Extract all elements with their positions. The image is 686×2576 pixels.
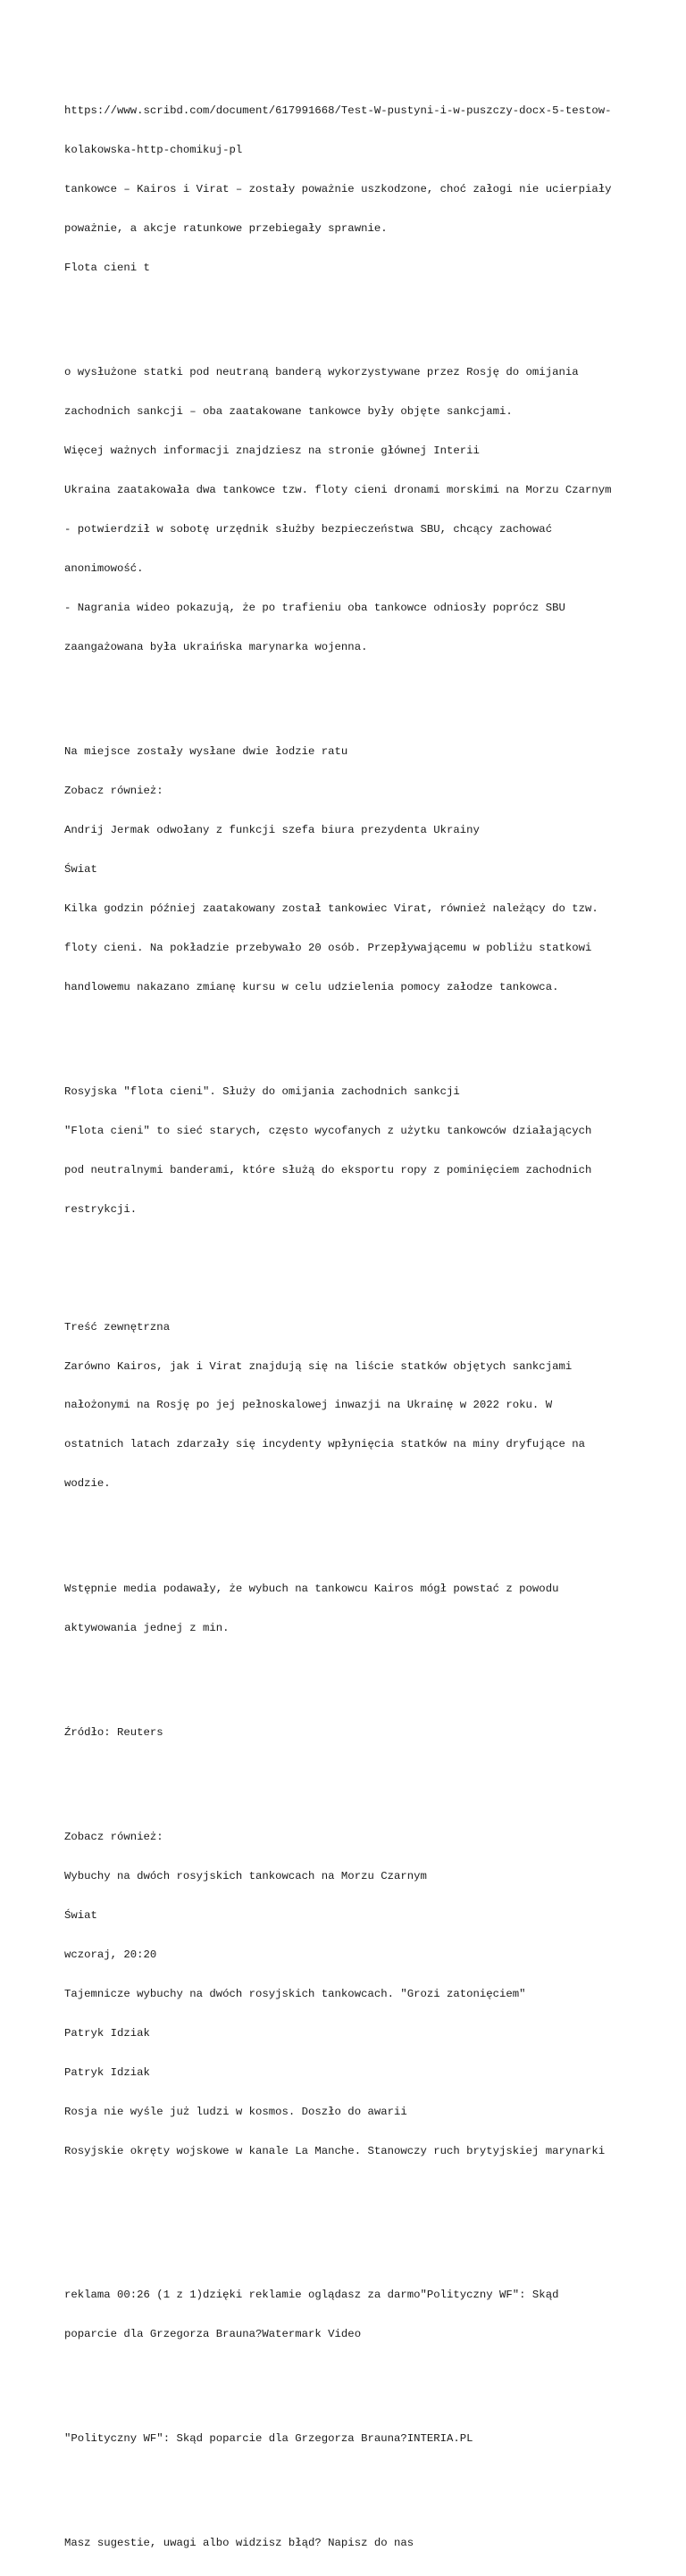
paragraph-gap xyxy=(64,1674,636,1687)
paragraph-line: wodzie. xyxy=(64,1477,111,1491)
ad-caption: reklama 00:26 (1 z 1)dzięki reklamie oglądasz za darmo"Polityczny WF": Skąd xyxy=(64,2288,559,2301)
paragraph-line: Na miejsce zostały wysłane dwie łodzie ratu xyxy=(64,744,348,758)
paragraph-gap xyxy=(64,693,636,706)
section-gap xyxy=(64,2197,636,2249)
paragraph-line: handlowemu nakazano zmianę kursu w celu udzielenia pomocy załodze tankowca. xyxy=(64,980,559,993)
see-also-label: Zobacz również: xyxy=(64,784,163,797)
related-article-link[interactable]: Rosja nie wyśle już ludzi w kosmos. Doszło do awarii xyxy=(64,2105,407,2118)
paragraph-gap xyxy=(64,2380,636,2393)
paragraph-line: o wysłużone statki pod neutraną banderą wykorzystywane przez Rosję do omijania xyxy=(64,366,579,378)
feedback-link[interactable]: Masz sugestie, uwagi albo widzisz błąd? Napisz do nas xyxy=(64,2537,414,2550)
intro-line: Flota cieni t xyxy=(64,261,150,274)
external-content-label: Treść zewnętrzna xyxy=(64,1320,171,1334)
source-url-line-1[interactable]: https://www.scribd.com/document/617991668/Test-W-pustyni-i-w-puszczy-docx-5-testow- xyxy=(64,104,612,117)
category-label: Świat xyxy=(64,1908,97,1922)
paragraph-line: "Flota cieni" to sieć starych, często wycofanych z użytku tankowców działających xyxy=(64,1124,592,1137)
paragraph-line: floty cieni. Na pokładzie przebywało 20 osób. Przepływającemu w pobliżu statkowi xyxy=(64,941,592,954)
paragraph-gap xyxy=(64,1255,636,1281)
ad-caption: poparcie dla Grzegorza Brauna?Watermark Video xyxy=(64,2327,362,2340)
timestamp: wczoraj, 20:20 xyxy=(64,1948,157,1961)
paragraph-line: restrykcji. xyxy=(64,1202,138,1216)
paragraph-line: - potwierdził w sobotę urzędnik służby bezpieczeństwa SBU, chcący zachować xyxy=(64,522,553,536)
interia-link[interactable]: Więcej ważnych informacji znajdziesz na stronie głównej Interii xyxy=(64,444,480,457)
related-article-link[interactable]: Wybuchy na dwóch rosyjskich tankowcach na Morzu Czarnym xyxy=(64,1869,427,1882)
video-title-link[interactable]: "Polityczny WF": Skąd poparcie dla Grzegorza Brauna?INTERIA.PL xyxy=(64,2431,473,2445)
paragraph-line: - Nagrania wideo pokazują, że po trafieniu oba tankowce odniosły poprócz SBU xyxy=(64,601,565,614)
section-heading: Rosyjska "flota cieni". Służy do omijania zachodnich sankcji xyxy=(64,1084,460,1098)
paragraph-gap xyxy=(64,1778,636,1791)
source-url-line-2[interactable]: kolakowska-http-chomikuj-pl xyxy=(64,143,243,156)
document-page xyxy=(64,65,636,2576)
intro-line: tankowce – Kairos i Virat – zostały poważnie uszkodzone, choć załogi nie ucierpiały xyxy=(64,182,612,195)
paragraph-gap xyxy=(64,1530,636,1543)
source-attribution: Źródło: Reuters xyxy=(64,1725,163,1739)
paragraph-line: Wstępnie media podawały, że wybuch na tankowcu Kairos mógł powstać z powodu xyxy=(64,1582,559,1595)
related-article-link[interactable]: Andrij Jermak odwołany z funkcji szefa biura prezydenta Ukrainy xyxy=(64,823,480,836)
author-name[interactable]: Patryk Idziak xyxy=(64,2065,150,2079)
paragraph-line: zaangażowana była ukraińska marynarka wojenna. xyxy=(64,640,368,653)
paragraph-line: pod neutralnymi banderami, które służą do eksportu ropy z pominięciem zachodnich xyxy=(64,1163,592,1176)
paragraph-line: Zarówno Kairos, jak i Virat znajdują się na liście statków objętych sankcjami xyxy=(64,1359,573,1373)
related-article-link[interactable]: Tajemnicze wybuchy na dwóch rosyjskich tankowcach. "Grozi zatonięciem" xyxy=(64,1987,526,2000)
paragraph-gap xyxy=(64,1033,636,1046)
paragraph-line: ostatnich latach zdarzały się incydenty wpłynięcia statków na miny dryfujące na xyxy=(64,1438,585,1451)
paragraph-line: Ukraina zaatakowała dwa tankowce tzw. floty cieni dronami morskimi na Morzu Czarnym xyxy=(64,483,612,496)
see-also-label: Zobacz również: xyxy=(64,1830,163,1843)
category-label: Świat xyxy=(64,862,97,876)
paragraph-line: aktywowania jednej z min. xyxy=(64,1621,230,1634)
paragraph-line: Kilka godzin później zaatakowany został tankowiec Virat, również należący do tzw. xyxy=(64,902,598,915)
intro-line: poważnie, a akcje ratunkowe przebiegały sprawnie. xyxy=(64,221,388,235)
related-article-link[interactable]: Rosyjskie okręty wojskowe w kanale La Manche. Stanowczy ruch brytyjskiej marynarki xyxy=(64,2144,606,2157)
paragraph-gap xyxy=(64,313,636,327)
author-name[interactable]: Patryk Idziak xyxy=(64,2026,150,2040)
paragraph-line: nałożonymi na Rosję po jej pełnoskalowej inwazji na Ukrainę w 2022 roku. W xyxy=(64,1399,553,1412)
paragraph-line: anonimowość. xyxy=(64,561,144,575)
paragraph-line: zachodnich sankcji – oba zaatakowane tankowce były objęte sankcjami. xyxy=(64,404,513,418)
paragraph-gap xyxy=(64,2485,636,2498)
